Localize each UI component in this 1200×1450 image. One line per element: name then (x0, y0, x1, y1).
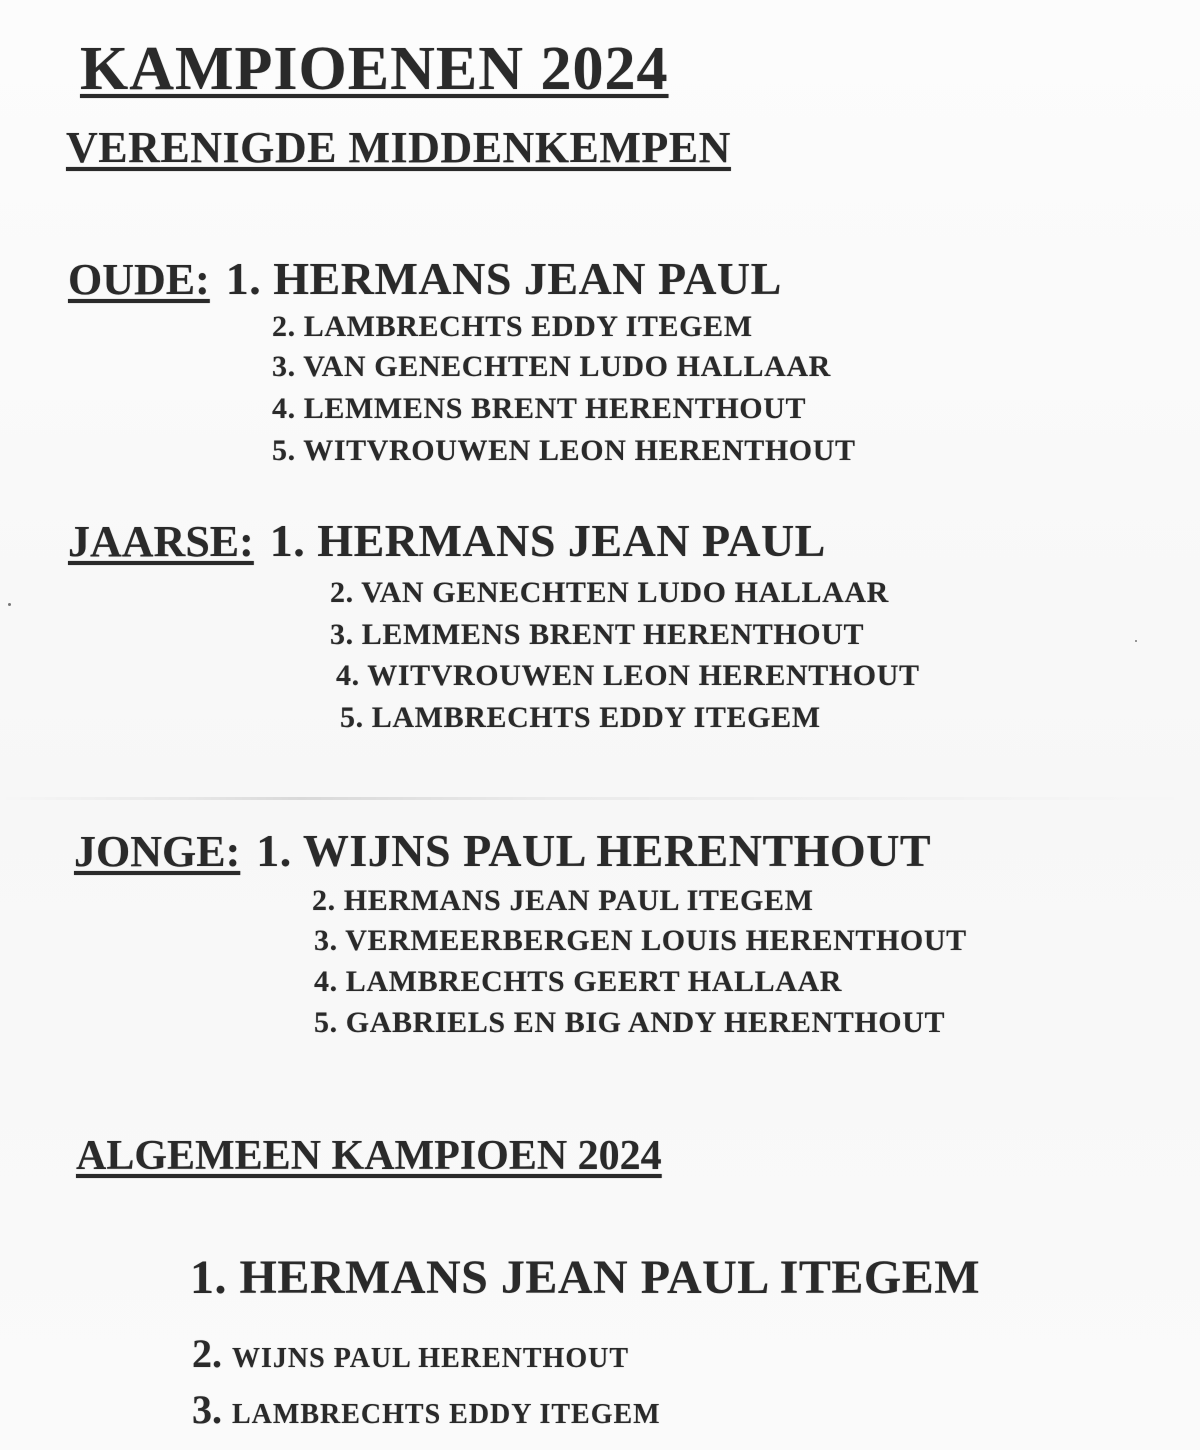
overall-rank-name: WIJNS PAUL HERENTHOUT (232, 1343, 629, 1374)
category-label: OUDE: (68, 255, 210, 304)
category-first-place: 1. HERMANS JEAN PAUL (225, 253, 782, 304)
category-first-place: 1. HERMANS JEAN PAUL (269, 515, 826, 566)
category-first-place: 1. WIJNS PAUL HERENTHOUT (256, 825, 932, 876)
rank-item: 3. VAN GENECHTEN LUDO HALLAAR (272, 350, 831, 383)
overall-rank-number: 3. (192, 1387, 222, 1432)
rank-item: 2. LAMBRECHTS EDDY ITEGEM (272, 310, 753, 343)
category-jaarse (68, 514, 826, 567)
paper-speck (1135, 640, 1137, 642)
rank-item: 4. LAMBRECHTS GEERT HALLAAR (314, 965, 843, 998)
overall-first-place: 1. HERMANS JEAN PAUL ITEGEM (190, 1251, 981, 1304)
rank-item: 2. VAN GENECHTEN LUDO HALLAAR (330, 576, 889, 609)
category-jonge (74, 824, 931, 877)
rank-item: 5. LAMBRECHTS EDDY ITEGEM (340, 701, 821, 734)
overall-rank-item (192, 1386, 661, 1433)
overall-heading: ALGEMEEN KAMPIOEN 2024 (76, 1133, 662, 1179)
category-label: JAARSE: (68, 517, 254, 566)
rank-item: 4. LEMMENS BRENT HERENTHOUT (272, 392, 807, 425)
page-title: KAMPIOENEN 2024 (80, 35, 669, 103)
rank-item: 3. LEMMENS BRENT HERENTHOUT (330, 618, 865, 651)
overall-rank-number: 2. (192, 1331, 222, 1376)
rank-item: 4. WITVROUWEN LEON HERENTHOUT (336, 659, 920, 692)
page-subtitle: VERENIGDE MIDDENKEMPEN (66, 123, 731, 172)
overall-rank-name: LAMBRECHTS EDDY ITEGEM (232, 1399, 661, 1430)
rank-item: 3. VERMEERBERGEN LOUIS HERENTHOUT (314, 924, 967, 957)
rank-item: 2. HERMANS JEAN PAUL ITEGEM (312, 884, 814, 917)
rank-item: 5. GABRIELS EN BIG ANDY HERENTHOUT (314, 1006, 946, 1039)
paper-speck (8, 603, 11, 606)
category-oude (68, 252, 782, 305)
category-label: JONGE: (74, 827, 241, 876)
overall-rank-item (192, 1330, 629, 1377)
rank-item: 5. WITVROUWEN LEON HERENTHOUT (272, 434, 856, 467)
paper-fold-line (0, 797, 1200, 800)
